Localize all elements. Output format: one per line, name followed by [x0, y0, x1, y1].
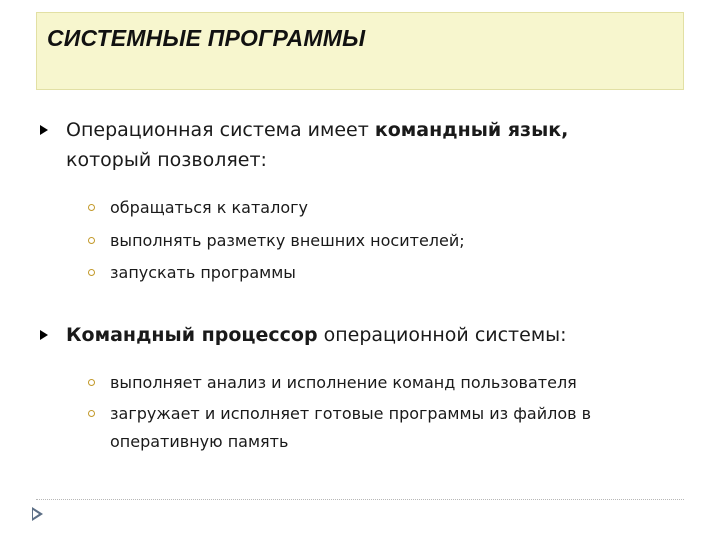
circle-bullet-icon [88, 269, 95, 276]
bullet-2-text [66, 320, 686, 350]
sub-item-text: выполнять разметку внешних носителей; [110, 231, 465, 250]
bullet-1-text-end: который позволяет: [66, 149, 267, 171]
circle-bullet-icon [88, 204, 95, 211]
sub-item-text: выполняет анализ и исполнение команд пользователя [110, 373, 577, 392]
bullet-1-text-start: Операционная система имеет [66, 119, 375, 141]
circle-bullet-icon [88, 237, 95, 244]
bullet-1-text [66, 115, 686, 175]
title-banner [36, 12, 684, 90]
sub-item-text: обращаться к каталогу [110, 198, 308, 217]
bullet-1-text-bold: командный язык, [374, 119, 569, 141]
triangle-arrow-icon [40, 330, 48, 340]
bullet-2-text-end: операционной системы: [317, 324, 567, 346]
sub-item-text: загружает и исполняет готовые программы из файлов в [110, 404, 592, 423]
circle-bullet-icon [88, 379, 95, 386]
bullet-item-1 [40, 115, 690, 175]
circle-bullet-icon [88, 410, 95, 417]
nav-play-icon[interactable] [32, 507, 43, 521]
footer-divider [36, 499, 684, 500]
page-title: СИСТЕМНЫЕ ПРОГРАММЫ [47, 25, 366, 51]
sub-item-text: запускать программы [110, 263, 296, 282]
bullet-2-text-bold: Командный процессор [66, 324, 318, 346]
bullet-item-2 [40, 320, 690, 352]
triangle-arrow-icon [40, 125, 48, 135]
sub-item-text-continued: оперативную память [110, 432, 289, 451]
